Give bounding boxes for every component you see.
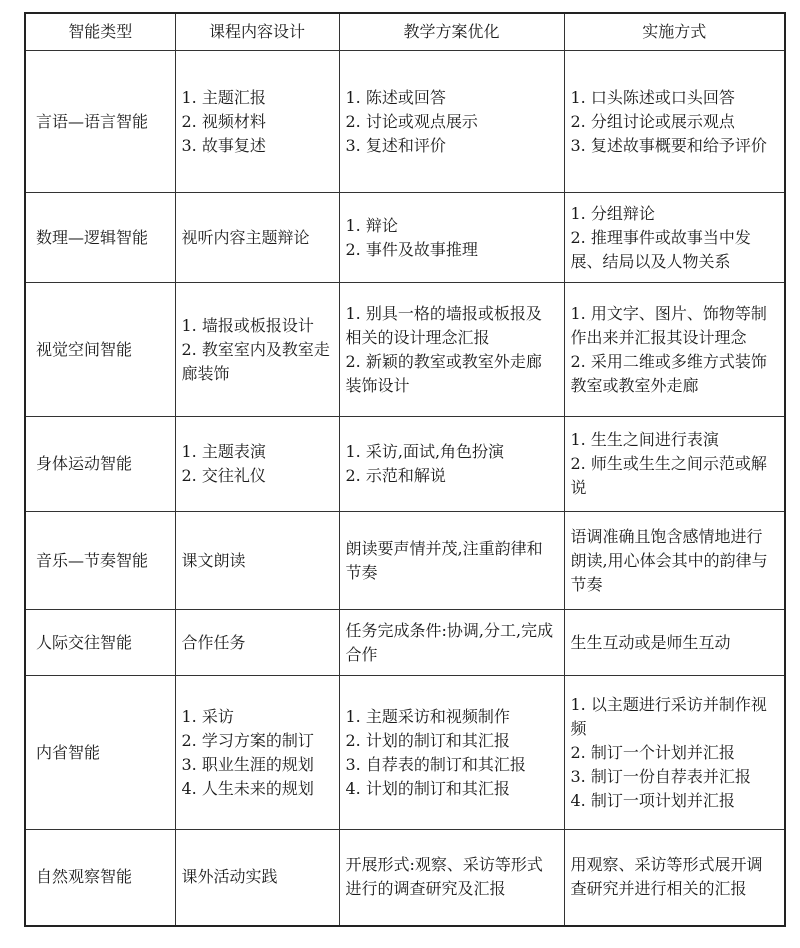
intelligence-type-cell: 自然观察智能 (25, 830, 175, 926)
cell-line: 3. 复述故事概要和给予评价 (570, 135, 767, 155)
cell-line: 3. 复述和评价 (345, 135, 446, 155)
intelligence-type-cell: 内省智能 (25, 676, 175, 830)
intelligence-type-cell: 言语—语言智能 (25, 51, 175, 193)
cell-line: 1. 墙报或板报设计 (181, 315, 314, 335)
course-design-cell (175, 676, 339, 830)
table-row (25, 417, 785, 512)
course-design-cell (175, 193, 339, 283)
cell-line: 2. 教室室内及教室走廊装饰 (181, 339, 330, 383)
intelligence-type-cell: 身体运动智能 (25, 417, 175, 512)
cell-line: 4. 制订一项计划并汇报 (570, 790, 735, 810)
plan-optimization-cell (339, 51, 564, 193)
table-row (25, 283, 785, 417)
cell-line: 2. 交往礼仪 (181, 466, 266, 485)
intelligence-type-cell: 视觉空间智能 (25, 283, 175, 417)
cell-line: 1. 主题汇报 (181, 87, 266, 107)
plan-optimization-cell (339, 830, 564, 926)
cell-line: 生生互动或是师生互动 (570, 632, 731, 652)
cell-line: 语调准确且饱含感情地进行朗读,用心体会其中的韵律与节奏 (570, 526, 768, 594)
implementation-cell (564, 676, 785, 830)
table-row (25, 676, 785, 830)
header-plan-optimization: 教学方案优化 (339, 13, 564, 51)
course-design-cell (175, 51, 339, 193)
cell-line: 1. 主题表演 (181, 442, 266, 461)
course-design-cell (175, 610, 339, 676)
cell-line: 1. 以主题进行采访并制作视频 (570, 694, 767, 738)
cell-line: 2. 示范和解说 (345, 466, 446, 485)
cell-line: 3. 职业生涯的规划 (181, 754, 314, 774)
implementation-cell (564, 283, 785, 417)
intelligence-type-cell: 人际交往智能 (25, 610, 175, 676)
cell-line: 课文朗读 (181, 550, 246, 570)
intelligence-course-table (24, 12, 786, 927)
course-design-cell (175, 283, 339, 417)
plan-optimization-cell (339, 676, 564, 830)
cell-line: 3. 故事复述 (181, 135, 266, 155)
header-implementation: 实施方式 (564, 13, 785, 51)
cell-line: 2. 新颖的教室或教室外走廊装饰设计 (345, 351, 542, 395)
cell-line: 2. 事件及故事推理 (345, 239, 478, 259)
cell-line: 2. 讨论或观点展示 (345, 111, 478, 131)
table-row (25, 512, 785, 610)
plan-optimization-cell (339, 193, 564, 283)
plan-optimization-cell (339, 417, 564, 512)
header-intelligence-type: 智能类型 (25, 13, 175, 51)
cell-line: 任务完成条件:协调,分工,完成合作 (345, 620, 554, 664)
course-design-cell (175, 417, 339, 512)
cell-line: 3. 自荐表的制订和其汇报 (345, 754, 526, 774)
implementation-cell (564, 610, 785, 676)
cell-line: 2. 制订一个计划并汇报 (570, 742, 735, 762)
header-course-design: 课程内容设计 (175, 13, 339, 51)
cell-line: 1. 分组辩论 (570, 203, 655, 223)
cell-line: 1. 生生之间进行表演 (570, 430, 719, 449)
plan-optimization-cell (339, 283, 564, 417)
cell-line: 2. 计划的制订和其汇报 (345, 730, 510, 750)
header-row (25, 13, 785, 51)
implementation-cell (564, 51, 785, 193)
cell-line: 1. 采访,面试,角色扮演 (345, 442, 505, 461)
implementation-cell (564, 417, 785, 512)
cell-line: 1. 辩论 (345, 215, 398, 235)
cell-line: 2. 师生或生生之间示范或解说 (570, 454, 767, 497)
implementation-cell (564, 193, 785, 283)
cell-line: 1. 用文字、图片、饰物等制作出来并汇报其设计理念 (570, 303, 767, 347)
course-design-cell (175, 830, 339, 926)
cell-line: 合作任务 (181, 632, 246, 652)
plan-optimization-cell (339, 512, 564, 610)
intelligence-type-cell: 音乐—节奏智能 (25, 512, 175, 610)
cell-line: 2. 采用二维或多维方式装饰教室或教室外走廊 (570, 351, 767, 395)
table-container (24, 12, 786, 927)
implementation-cell (564, 512, 785, 610)
cell-line: 2. 视频材料 (181, 111, 266, 131)
cell-line: 2. 学习方案的制订 (181, 730, 314, 750)
implementation-cell (564, 830, 785, 926)
cell-line: 开展形式:观察、采访等形式进行的调查研究及汇报 (345, 855, 543, 899)
cell-line: 视听内容主题辩论 (181, 227, 310, 247)
cell-line: 1. 别具一格的墙报或板报及相关的设计理念汇报 (345, 303, 542, 347)
cell-line: 4. 人生未来的规划 (181, 778, 314, 798)
course-design-cell (175, 512, 339, 610)
cell-line: 朗读要声情并茂,注重韵律和节奏 (345, 538, 543, 582)
table-row (25, 610, 785, 676)
cell-line: 4. 计划的制订和其汇报 (345, 778, 510, 798)
table-row (25, 51, 785, 193)
cell-line: 1. 陈述或回答 (345, 87, 446, 107)
cell-line: 2. 推理事件或故事当中发展、结局以及人物关系 (570, 227, 751, 271)
cell-line: 1. 口头陈述或口头回答 (570, 87, 735, 107)
cell-line: 用观察、采访等形式展开调查研究并进行相关的汇报 (570, 855, 763, 899)
cell-line: 3. 制订一份自荐表并汇报 (570, 766, 751, 786)
plan-optimization-cell (339, 610, 564, 676)
cell-line: 1. 采访 (181, 706, 234, 726)
intelligence-type-cell: 数理—逻辑智能 (25, 193, 175, 283)
cell-line: 课外活动实践 (181, 867, 278, 887)
cell-line: 2. 分组讨论或展示观点 (570, 111, 735, 131)
table-row (25, 830, 785, 926)
table-row (25, 193, 785, 283)
cell-line: 1. 主题采访和视频制作 (345, 706, 510, 726)
